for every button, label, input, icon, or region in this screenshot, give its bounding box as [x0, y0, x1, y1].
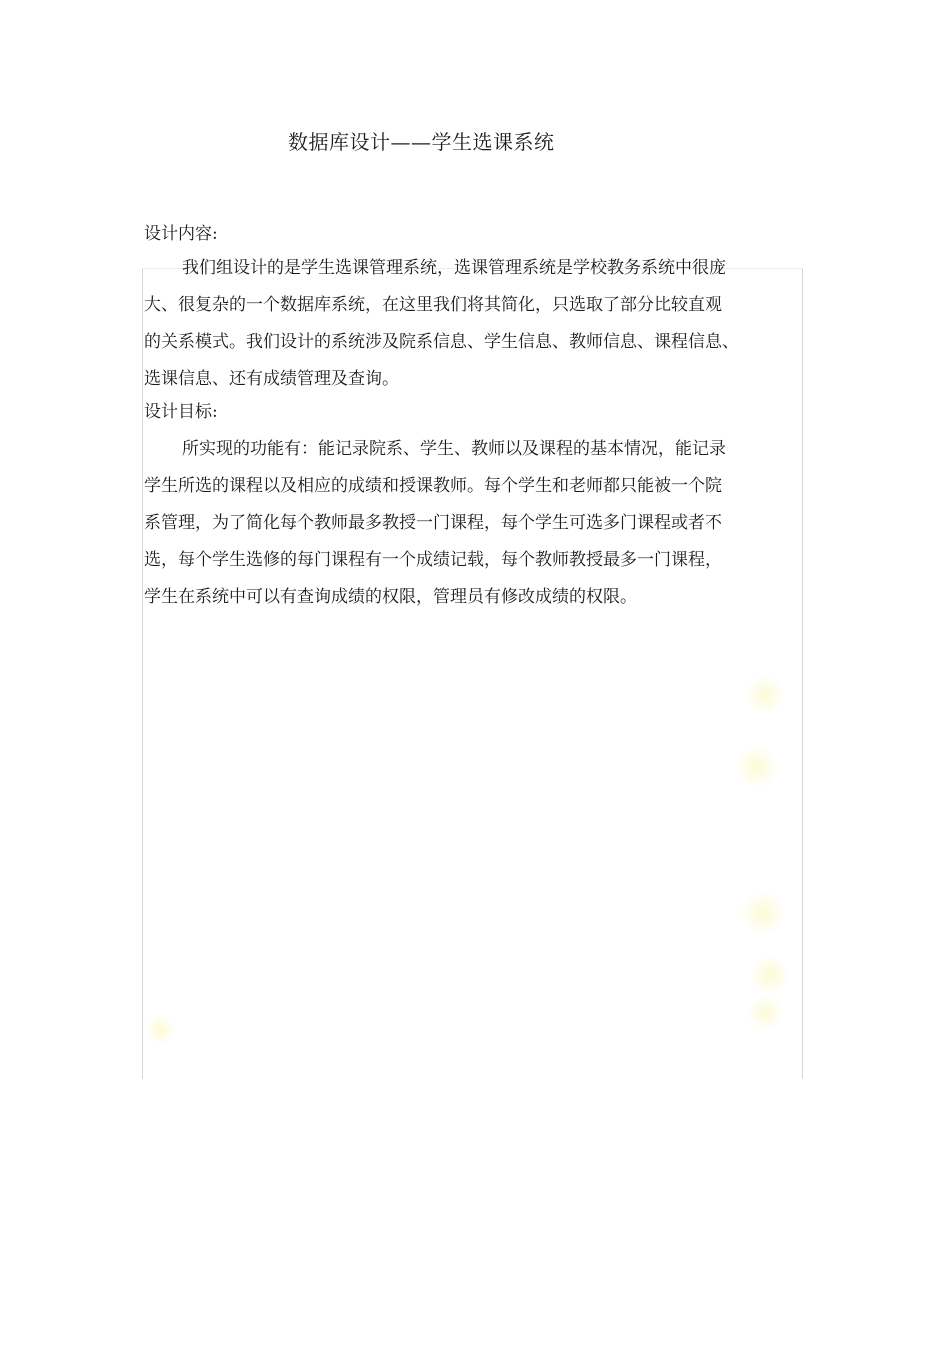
paragraph-line: 的关系模式。我们设计的系统涉及院系信息、学生信息、教师信息、课程信息、: [144, 332, 739, 352]
scan-stain: [740, 890, 786, 936]
paragraph-line: 我们组设计的是学生选课管理系统，选课管理系统是学校教务系统中很庞: [182, 258, 726, 278]
paragraph-line: 学生在系统中可以有查询成绩的权限，管理员有修改成绩的权限。: [144, 587, 637, 607]
paragraph-line: 大、很复杂的一个数据库系统，在这里我们将其简化，只选取了部分比较直观: [144, 295, 722, 315]
document-title: 数据库设计——学生选课系统: [288, 130, 555, 154]
scan-stain: [750, 955, 790, 995]
scan-stain: [748, 995, 784, 1031]
paragraph-line: 所实现的功能有：能记录院系、学生、教师以及课程的基本情况，能记录: [182, 439, 726, 459]
paragraph-line: 选，每个学生选修的每门课程有一个成绩记载，每个教师教授最多一门课程，: [144, 550, 722, 570]
scan-stain: [735, 745, 779, 789]
scan-stain: [146, 1015, 176, 1045]
scan-stain: [745, 675, 785, 715]
paragraph-line: 系管理，为了简化每个教师最多教授一门课程，每个学生可选多门课程或者不: [144, 513, 722, 533]
paragraph-line: 学生所选的课程以及相应的成绩和授课教师。每个学生和老师都只能被一个院: [144, 476, 722, 496]
paragraph-line: 选课信息、还有成绩管理及查询。: [144, 369, 399, 389]
section-heading-content: 设计内容:: [144, 224, 218, 244]
section-heading-goals: 设计目标:: [144, 402, 218, 422]
